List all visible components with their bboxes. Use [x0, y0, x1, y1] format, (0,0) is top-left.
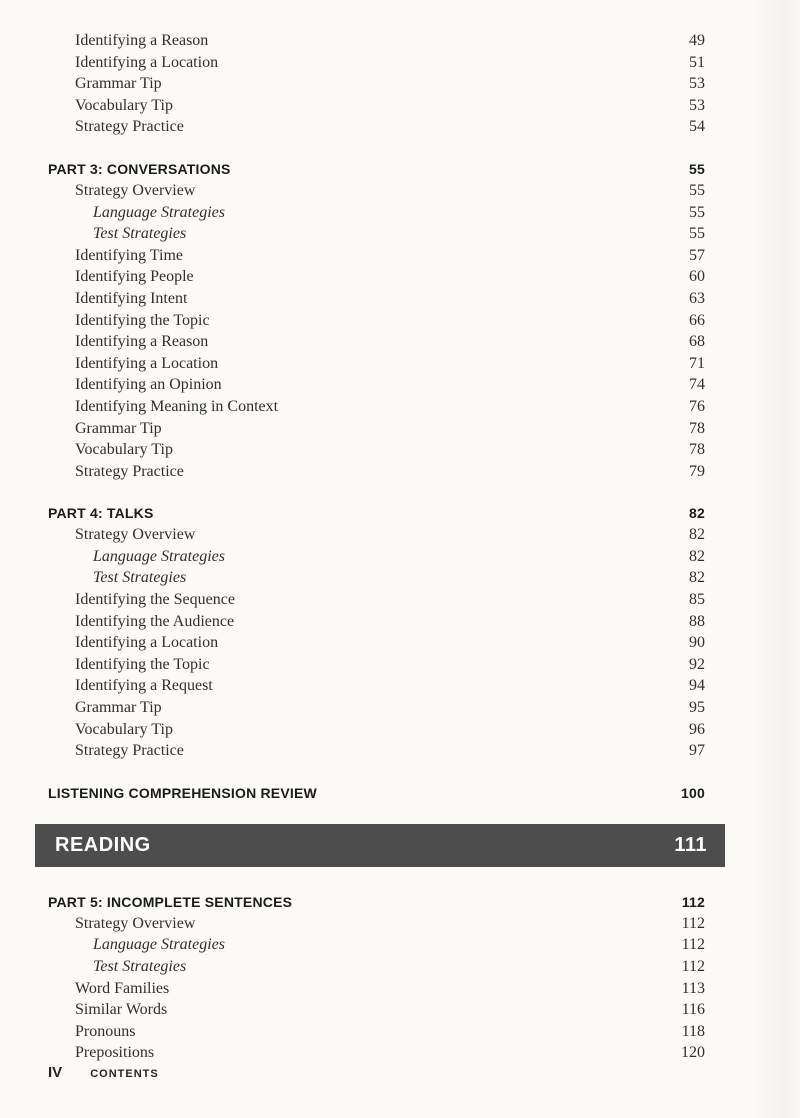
toc-entry-page-number: 94: [689, 677, 705, 695]
toc-entry-label: Identifying a Location: [75, 53, 219, 71]
toc-section-part: [48, 158, 705, 482]
toc-entry-page-number: 53: [689, 96, 705, 114]
toc-entry-label: Identifying a Request: [75, 677, 213, 695]
toc-entry-label: Identifying the Topic: [75, 655, 210, 673]
toc-section-review: [48, 782, 705, 804]
toc-entry: [48, 331, 705, 353]
toc-entry-page-number: 96: [689, 720, 705, 738]
toc-entry-label: Language Strategies: [93, 547, 225, 565]
toc-entry: [48, 180, 705, 202]
toc-entry: [48, 288, 705, 310]
toc-entry: [48, 1042, 705, 1064]
toc-entry-label: Strategy Overview: [75, 914, 196, 932]
toc-entry-label: Identifying an Opinion: [75, 376, 222, 394]
toc-entry: [48, 999, 705, 1021]
toc-entry-label: Word Families: [75, 979, 170, 997]
toc-entry-page-number: 71: [689, 354, 705, 372]
toc-entry-label: Identifying the Topic: [75, 311, 210, 329]
toc-entry-page-number: 92: [689, 655, 705, 673]
toc-entry: [48, 418, 705, 440]
toc-entry: [48, 52, 705, 74]
toc-entry: [48, 30, 705, 52]
part-heading: [48, 158, 705, 180]
toc-entry-label: Grammar Tip: [75, 75, 162, 93]
toc-entry-page-number: 60: [689, 268, 705, 286]
toc-entry-page-number: 118: [681, 1022, 705, 1040]
toc-entry-label: Language Strategies: [93, 203, 225, 221]
toc-entry-label: Strategy Overview: [75, 181, 196, 199]
toc-entry-page-number: 112: [681, 936, 705, 954]
toc-entry: [48, 740, 705, 762]
toc-entry-page-number: 78: [689, 419, 705, 437]
toc-entry: [48, 353, 705, 375]
toc-entry: [48, 396, 705, 418]
part-heading: [48, 502, 705, 524]
toc-entry: [48, 956, 705, 978]
section-banner-page-number: 111: [674, 833, 707, 856]
toc-entry-label: Grammar Tip: [75, 699, 162, 717]
toc-entry-page-number: 82: [689, 547, 705, 565]
toc-entry-page-number: 55: [689, 181, 705, 199]
toc-entry: [48, 697, 705, 719]
toc-entry-label: Test Strategies: [93, 958, 187, 975]
toc-entry: [48, 589, 705, 611]
toc-entry: [48, 546, 705, 568]
toc-entry-page-number: 112: [681, 914, 705, 932]
toc-entry-label: Vocabulary Tip: [75, 441, 173, 459]
toc-entry-page-number: 79: [689, 462, 705, 480]
toc-entry-label: Grammar Tip: [75, 419, 162, 437]
toc-entry-page-number: 55: [689, 203, 705, 221]
toc-entry-label: Strategy Practice: [75, 462, 184, 480]
toc-entry-page-number: 97: [689, 742, 705, 760]
toc-entry-page-number: 90: [689, 634, 705, 652]
toc-entry-page-number: 76: [689, 397, 705, 415]
toc-entry: [48, 116, 705, 138]
toc-entry-page-number: 49: [689, 32, 705, 49]
toc-entry-page-number: 85: [689, 591, 705, 609]
part-heading-page-number: 82: [689, 505, 705, 522]
toc-entry-page-number: 51: [689, 53, 705, 71]
toc-entry: [48, 524, 705, 546]
toc-entry-page-number: 82: [689, 569, 705, 587]
part-heading-label: PART 4: TALKS: [48, 505, 154, 522]
toc-entry-label: Identifying Intent: [75, 289, 188, 307]
running-head: CONTENTS: [90, 1068, 159, 1080]
toc-entry-page-number: 74: [689, 376, 705, 394]
part-heading: [48, 782, 705, 804]
toc-entry-page-number: 66: [689, 311, 705, 329]
toc-entry: [48, 374, 705, 396]
toc-entry: [48, 202, 705, 224]
part-heading: [48, 891, 705, 913]
toc-entry: [48, 978, 705, 1000]
toc-entry-label: Identifying a Reason: [75, 333, 209, 351]
toc-entry: [48, 611, 705, 633]
toc-entry-label: Strategy Practice: [75, 118, 184, 136]
toc-entry-page-number: 63: [689, 289, 705, 307]
toc-entry-label: Identifying a Location: [75, 354, 219, 372]
toc-entry: [48, 1021, 705, 1043]
toc-entry: [48, 73, 705, 95]
part-heading-page-number: 55: [689, 160, 705, 177]
toc-entry: [48, 266, 705, 288]
toc-section-banner: [48, 824, 705, 867]
toc-entry-label: Identifying Meaning in Context: [75, 397, 279, 415]
toc-entry-label: Identifying a Location: [75, 634, 219, 652]
toc-entry-page-number: 55: [689, 225, 705, 243]
toc: [48, 30, 705, 1064]
section-banner: [35, 824, 725, 867]
toc-entry-page-number: 113: [681, 979, 705, 997]
toc-entry: [48, 245, 705, 267]
toc-entry-label: Strategy Overview: [75, 526, 196, 544]
toc-entry-page-number: 57: [689, 246, 705, 264]
toc-entry: [48, 719, 705, 741]
toc-section-entries: [48, 30, 705, 138]
toc-entry-page-number: 78: [689, 441, 705, 459]
page-footer: [48, 1064, 159, 1081]
toc-entry: [48, 654, 705, 676]
toc-entry-page-number: 68: [689, 333, 705, 351]
toc-entry-label: Similar Words: [75, 1001, 168, 1019]
toc-entry: [48, 223, 705, 245]
toc-entry: [48, 675, 705, 697]
part-heading-page-number: 100: [681, 784, 705, 801]
toc-entry-label: Test Strategies: [93, 569, 187, 587]
toc-entry-label: Test Strategies: [93, 225, 187, 243]
toc-entry-label: Identifying Time: [75, 246, 184, 264]
toc-entry-label: Pronouns: [75, 1022, 136, 1040]
toc-entry-page-number: 112: [681, 958, 705, 975]
toc-entry-page-number: 116: [681, 1001, 705, 1019]
toc-entry-page-number: 120: [681, 1044, 705, 1062]
toc-entry: [48, 913, 705, 935]
part-heading-label: PART 3: CONVERSATIONS: [48, 160, 231, 177]
toc-entry-label: Strategy Practice: [75, 742, 184, 760]
toc-entry-label: Identifying the Sequence: [75, 591, 235, 609]
folio-page-number: IV: [48, 1064, 63, 1081]
part-heading-page-number: 112: [681, 893, 705, 910]
toc-entry-page-number: 53: [689, 75, 705, 93]
part-heading-label: LISTENING COMPREHENSION REVIEW: [48, 784, 317, 801]
toc-entry: [48, 95, 705, 117]
section-banner-label: READING: [55, 833, 151, 856]
toc-entry: [48, 567, 705, 589]
toc-entry-label: Vocabulary Tip: [75, 720, 173, 738]
toc-entry: [48, 934, 705, 956]
toc-entry-label: Identifying the Audience: [75, 612, 235, 630]
toc-entry: [48, 310, 705, 332]
toc-section-part: [48, 891, 705, 1064]
toc-entry-page-number: 82: [689, 526, 705, 544]
toc-entry-page-number: 54: [689, 118, 705, 136]
toc-entry: [48, 632, 705, 654]
toc-entry: [48, 439, 705, 461]
toc-entry-label: Prepositions: [75, 1044, 155, 1062]
toc-entry-label: Identifying a Reason: [75, 32, 209, 49]
part-heading-label: PART 5: INCOMPLETE SENTENCES: [48, 893, 293, 910]
toc-section-part: [48, 502, 705, 762]
toc-entry-page-number: 88: [689, 612, 705, 630]
toc-entry: [48, 461, 705, 483]
toc-entry-page-number: 95: [689, 699, 705, 717]
toc-entry-label: Identifying People: [75, 268, 194, 286]
toc-entry-label: Vocabulary Tip: [75, 96, 173, 114]
toc-entry-label: Language Strategies: [93, 936, 225, 954]
